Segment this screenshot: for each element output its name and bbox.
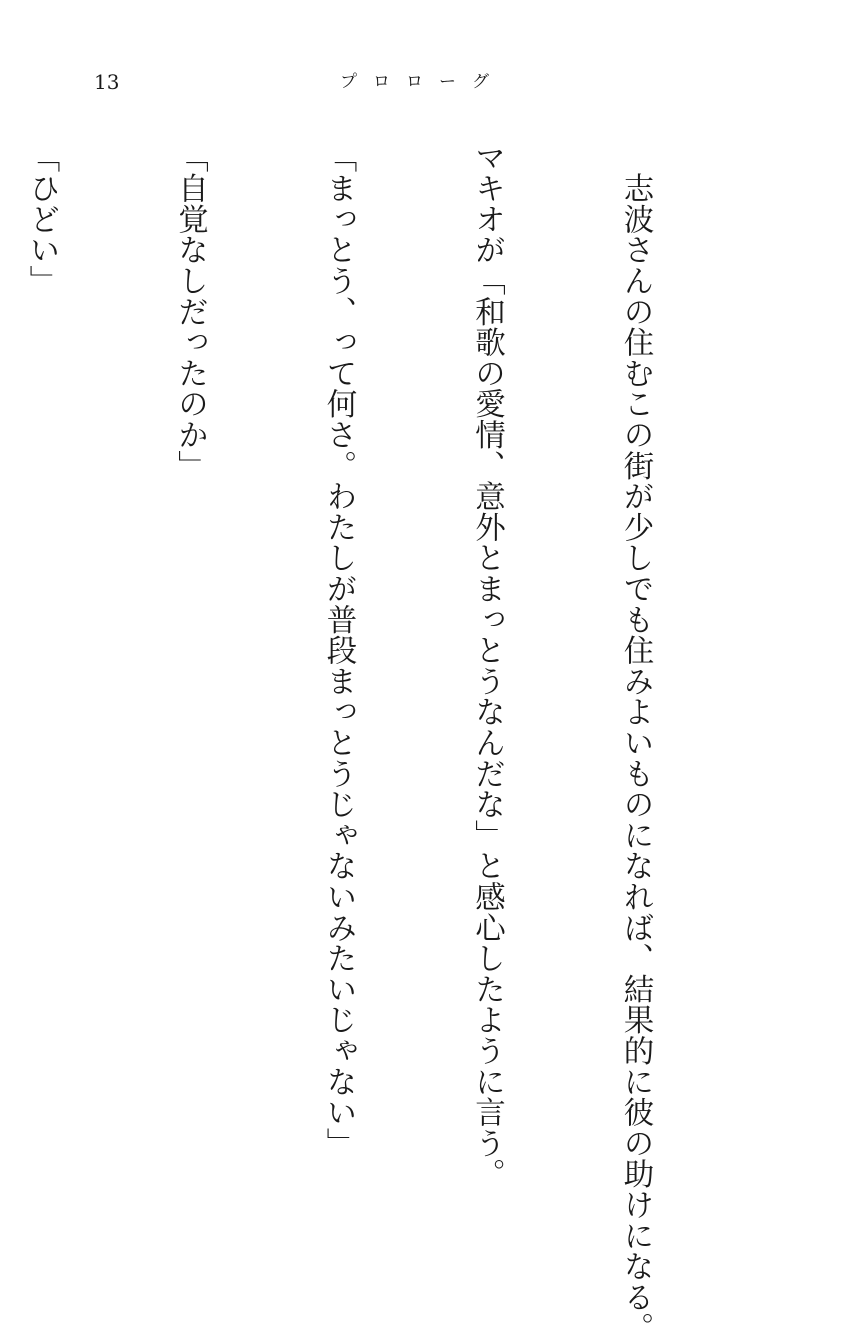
text-line: 志波さんの住むこの街が少しでも住みよいものになれば、結果的に彼の助けになる。 — [618, 142, 653, 1343]
text-line: 「まっとう、って何さ。わたしが普段まっとうじゃないみたいじゃない」 — [321, 142, 356, 1159]
text-line: 「自覚なしだったのか」 — [172, 142, 208, 481]
text-line: 「ひどい」 — [24, 142, 59, 296]
text-line: マキオが「和歌の愛情、意外とまっとうなんだな」と感心したように言う。 — [469, 142, 505, 1190]
body-text — [24, 142, 759, 1343]
page-number: 13 — [94, 70, 120, 94]
running-head: プロローグ — [340, 72, 505, 92]
